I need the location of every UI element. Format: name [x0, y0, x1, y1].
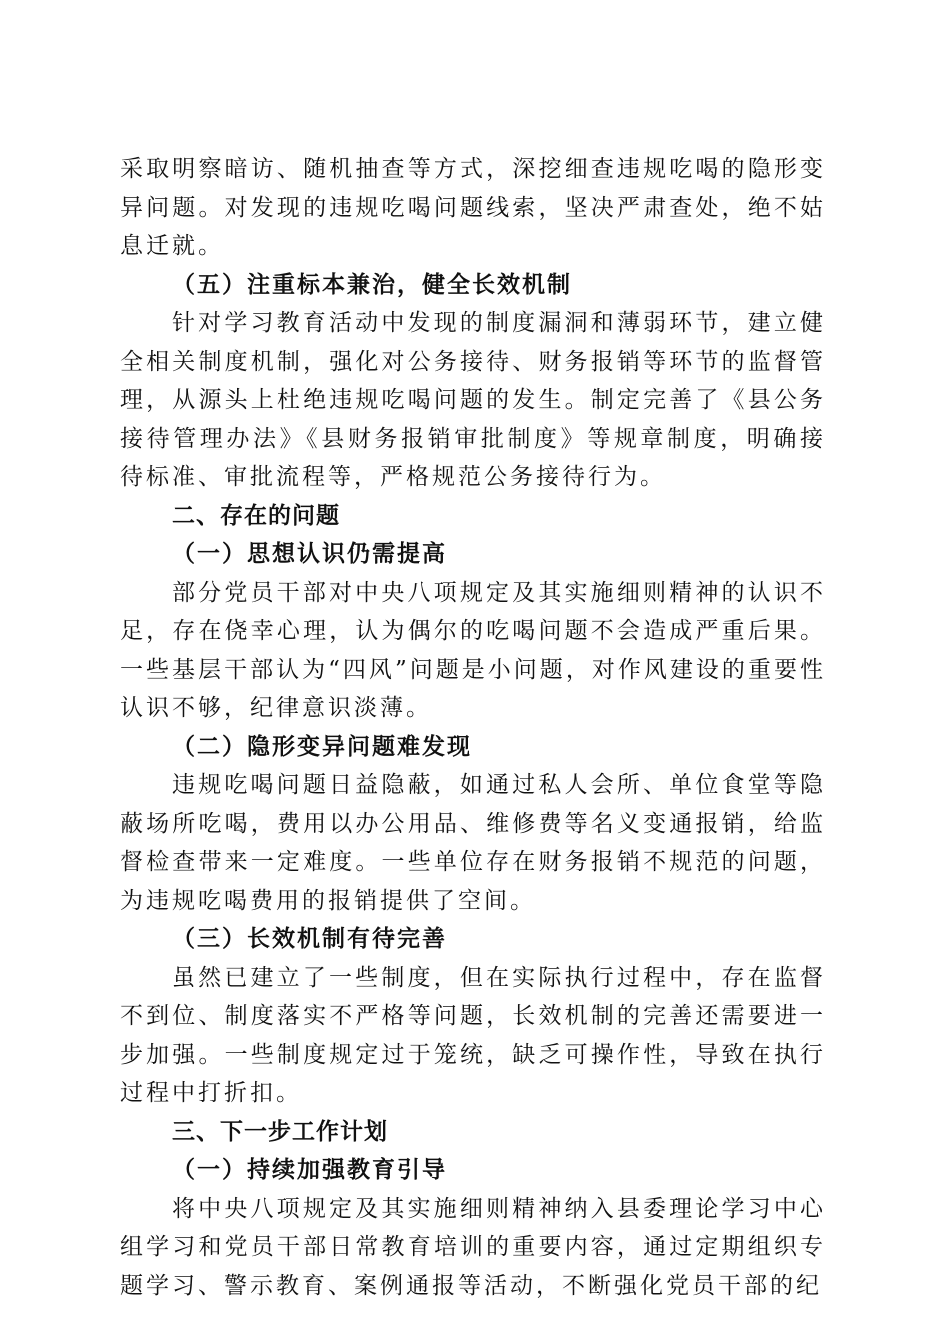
- section-heading-existing-problems: 二、存在的问题: [172, 502, 340, 529]
- paragraph-hidden-problems: 违规吃喝问题日益隐蔽，如通过私人会所、单位食堂等隐蔽场所吃喝，费用以办公用品、维修费等名义变通报销，给监督检查带来一定难度。一些单位存在财务报销不规范的问题，为违规吃喝费用的报销提供了空间。: [120, 772, 826, 914]
- paragraph-ideological-awareness: 部分党员干部对中央八项规定及其实施细则精神的认识不足，存在侥幸心理，认为偶尔的吃喝问题不会造成严重后果。一些基层干部认为“四风”问题是小问题，对作风建设的重要性认识不够，纪律意识淡薄。: [120, 579, 826, 721]
- paragraph-long-term-mechanism: 针对学习教育活动中发现的制度漏洞和薄弱环节，建立健全相关制度机制，强化对公务接待、财务报销等环节的监督管理，从源头上杜绝违规吃喝问题的发生。制定完善了《县公务接待管理办法》《县财务报销审批制度》等规章制度，明确接待标准、审批流程等，严格规范公务接待行为。: [120, 310, 826, 490]
- paragraph-continued: 采取明察暗访、随机抽查等方式，深挖细查违规吃喝的隐形变异问题。对发现的违规吃喝问题线索，坚决严肃查处，绝不姑息迁就。: [120, 156, 826, 259]
- subheading-ideological-awareness: （一）思想认识仍需提高: [172, 541, 447, 567]
- subheading-mechanism-improvement: （三）长效机制有待完善: [172, 926, 447, 952]
- subheading-hidden-problems: （二）隐形变异问题难发现: [172, 733, 472, 760]
- paragraph-mechanism-improvement: 虽然已建立了一些制度，但在实际执行过程中，存在监督不到位、制度落实不严格等问题，长效机制的完善还需要进一步加强。一些制度规定过于笼统，缺乏可操作性，导致在执行过程中打折扣。: [120, 964, 826, 1106]
- document-body: [120, 150, 826, 1305]
- subheading-five-root-causes: （五）注重标本兼治，健全长效机制: [172, 271, 572, 298]
- subheading-education-guidance: （一）持续加强教育引导: [172, 1157, 447, 1183]
- paragraph-education-guidance: 将中央八项规定及其实施细则精神纳入县委理论学习中心组学习和党员干部日常教育培训的重要内容，通过定期组织专题学习、警示教育、案例通报等活动，不断强化党员干部的纪: [120, 1195, 826, 1299]
- section-heading-next-steps: 三、下一步工作计划: [172, 1118, 388, 1145]
